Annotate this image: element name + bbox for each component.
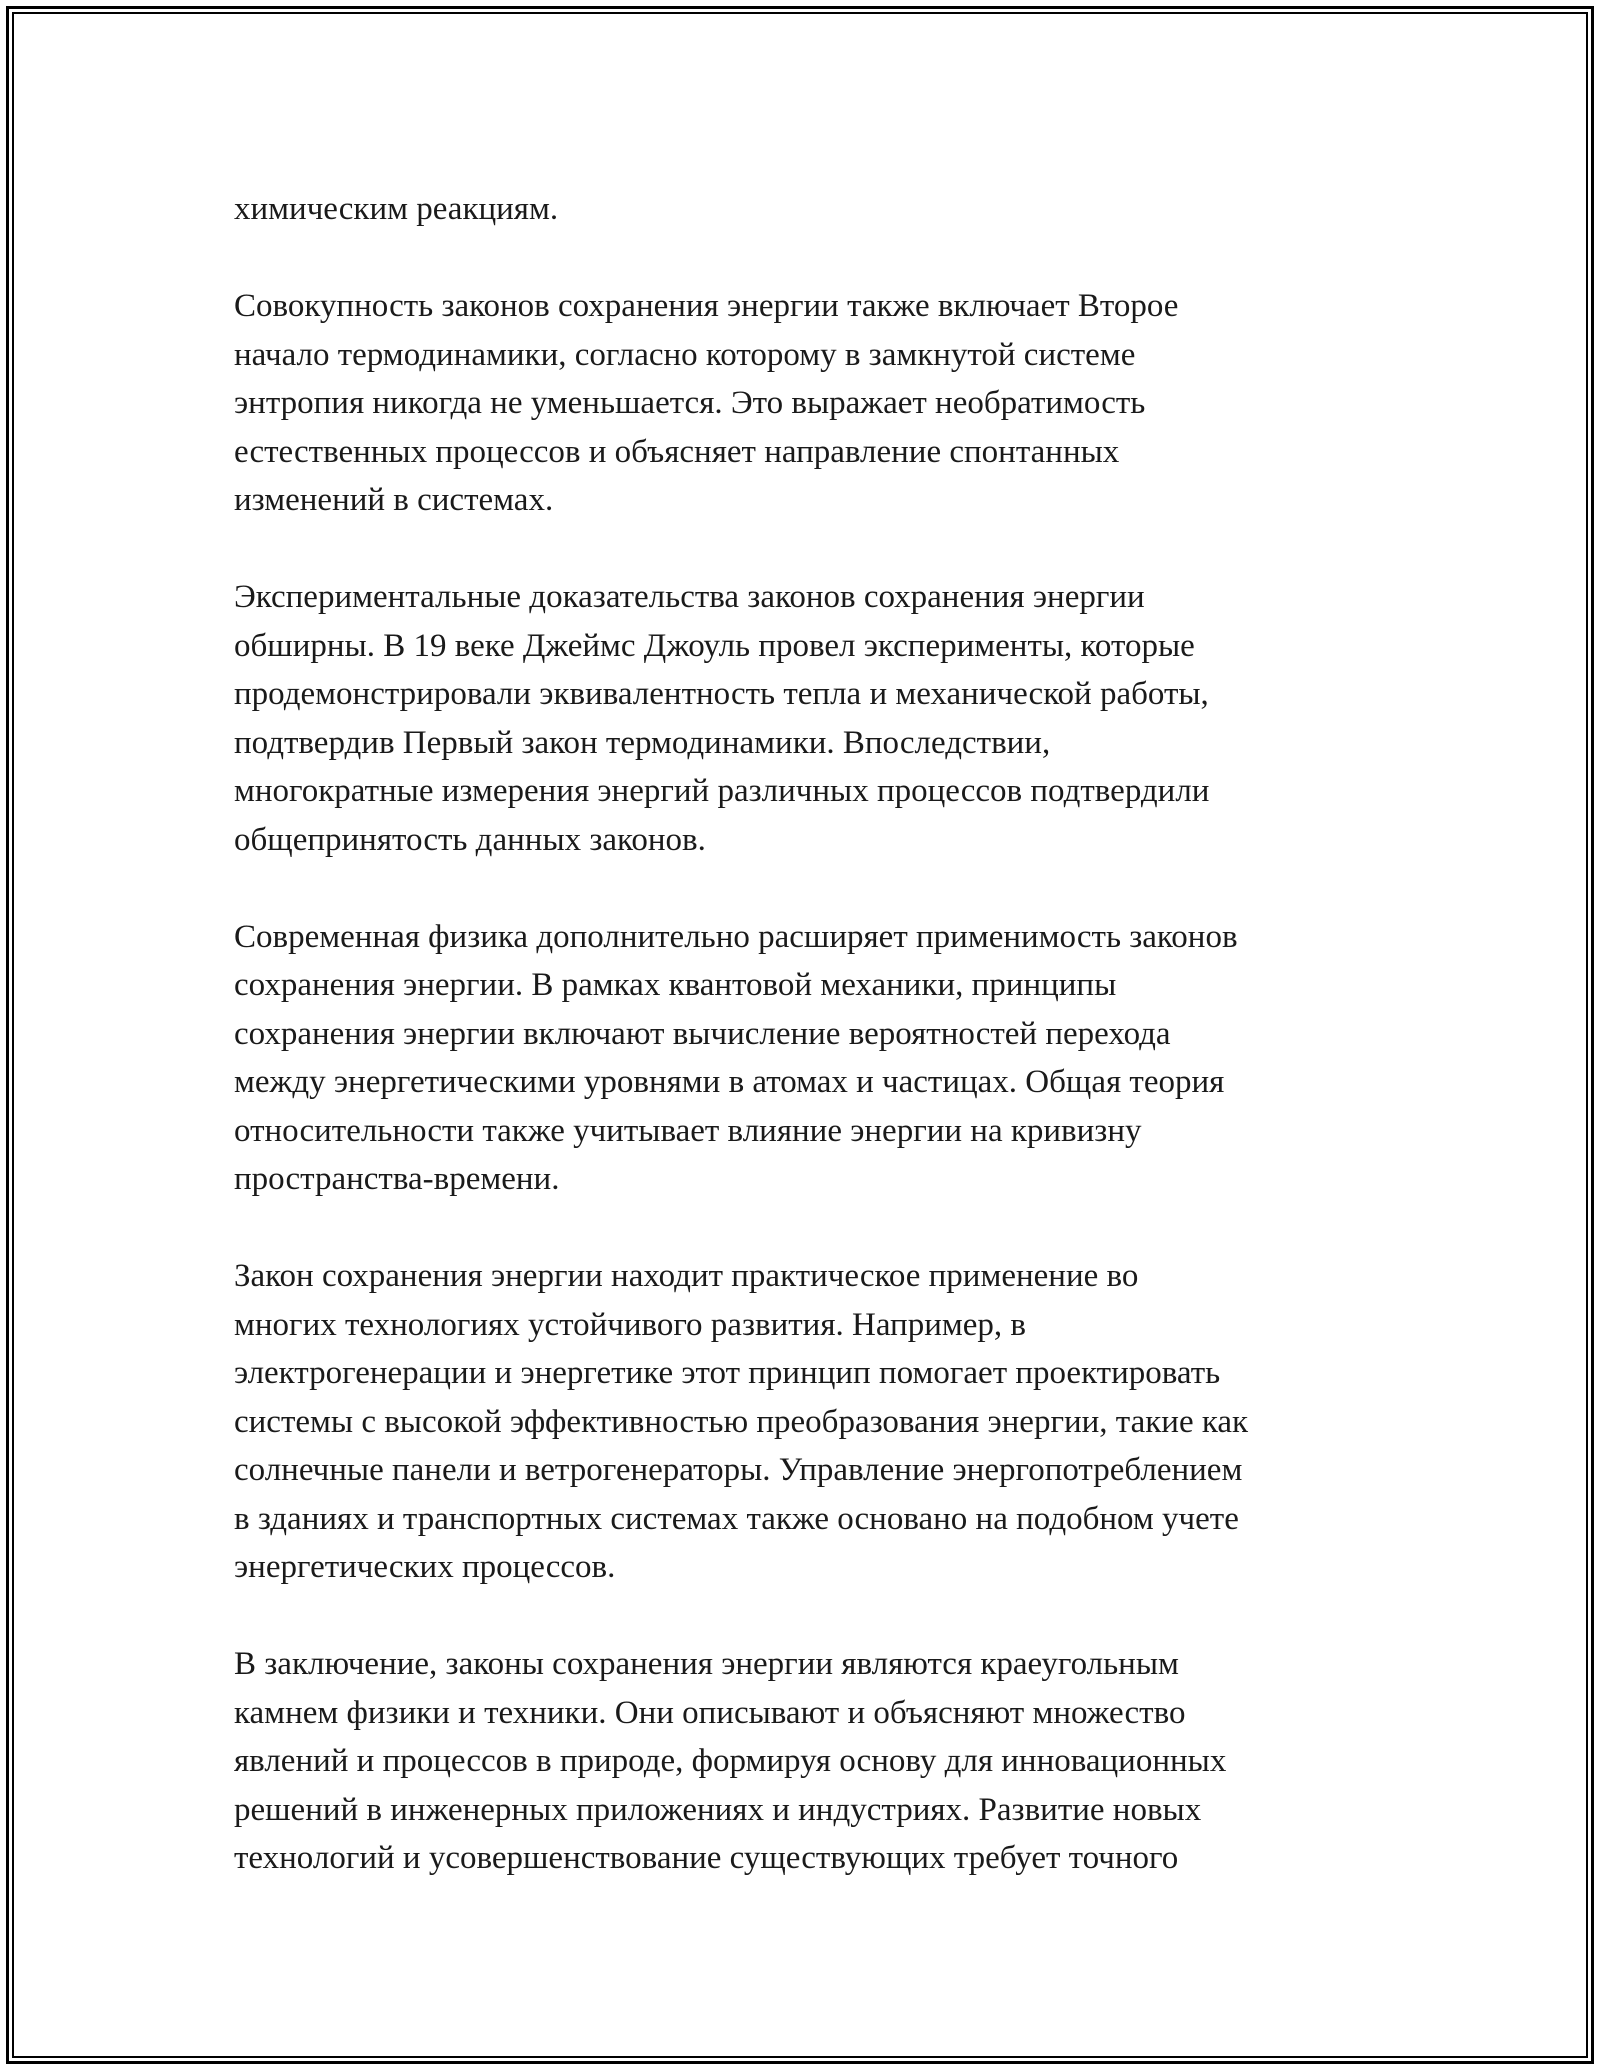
text-line: Совокупность законов сохранения энергии также включает Второе	[234, 288, 1179, 324]
paragraph-3	[234, 573, 1384, 864]
text-line: системы с высокой эффективностью преобразования энергии, такие как	[234, 1403, 1249, 1440]
paragraph-5	[234, 1252, 1384, 1592]
text-line: многих технологиях устойчивого развития. Например, в	[234, 1306, 1026, 1343]
text-line: продемонстрировали эквивалентность тепла и механической работы,	[234, 676, 1209, 712]
paragraph-4	[234, 913, 1384, 1204]
text-line: энтропия никогда не уменьшается. Это выражает необратимость	[234, 385, 1146, 421]
text-line: камнем физики и техники. Они описывают и объясняют множество	[234, 1694, 1186, 1731]
text-line: Закон сохранения энергии находит практическое применение во	[234, 1258, 1139, 1294]
text-line: между энергетическими уровнями в атомах и частицах. Общая теория	[234, 1064, 1225, 1100]
text-line: начало термодинамики, согласно которому в замкнутой системе	[234, 336, 1136, 373]
text-line: явлений и процессов в природе, формируя основу для инновационных	[234, 1743, 1227, 1779]
text-line: энергетических процессов.	[234, 1549, 616, 1585]
text-line: изменений в системах.	[234, 482, 554, 518]
text-line: электрогенерации и энергетике этот принцип помогает проектировать	[234, 1355, 1221, 1391]
text-line: общепринятость данных законов.	[234, 821, 706, 858]
paragraph-2	[234, 282, 1384, 525]
text-line: химическим реакциям.	[234, 191, 559, 227]
text-line: относительности также учитывает влияние энергии на кривизну	[234, 1112, 1142, 1149]
text-line: сохранения энергии включают вычисление вероятностей перехода	[234, 1015, 1171, 1052]
text-line: естественных процессов и объясняет направление спонтанных	[234, 433, 1120, 470]
text-line: в зданиях и транспортных системах также основано на подобном учете	[234, 1500, 1239, 1537]
text-line: технологий и усовершенствование существующих требует точного	[234, 1840, 1179, 1876]
paragraph-1	[234, 185, 1384, 234]
text-line: решений в инженерных приложениях и индустриях. Развитие новых	[234, 1791, 1202, 1828]
text-line: В заключение, законы сохранения энергии являются краеугольным	[234, 1646, 1179, 1682]
text-line: Современная физика дополнительно расширяет применимость законов	[234, 918, 1238, 955]
text-line: подтвердив Первый закон термодинамики. Впоследствии,	[234, 724, 1051, 761]
text-line: многократные измерения энергий различных процессов подтвердили	[234, 773, 1210, 809]
text-line: пространства-времени.	[234, 1161, 560, 1197]
document-text-body	[234, 185, 1384, 1931]
text-line: сохранения энергии. В рамках квантовой механики, принципы	[234, 967, 1117, 1003]
text-line: солнечные панели и ветрогенераторы. Управление энергопотреблением	[234, 1452, 1243, 1488]
text-line: обширны. В 19 веке Джеймс Джоуль провел эксперименты, которые	[234, 627, 1195, 664]
paragraph-6	[234, 1640, 1384, 1883]
text-line: Экспериментальные доказательства законов сохранения энергии	[234, 579, 1145, 615]
